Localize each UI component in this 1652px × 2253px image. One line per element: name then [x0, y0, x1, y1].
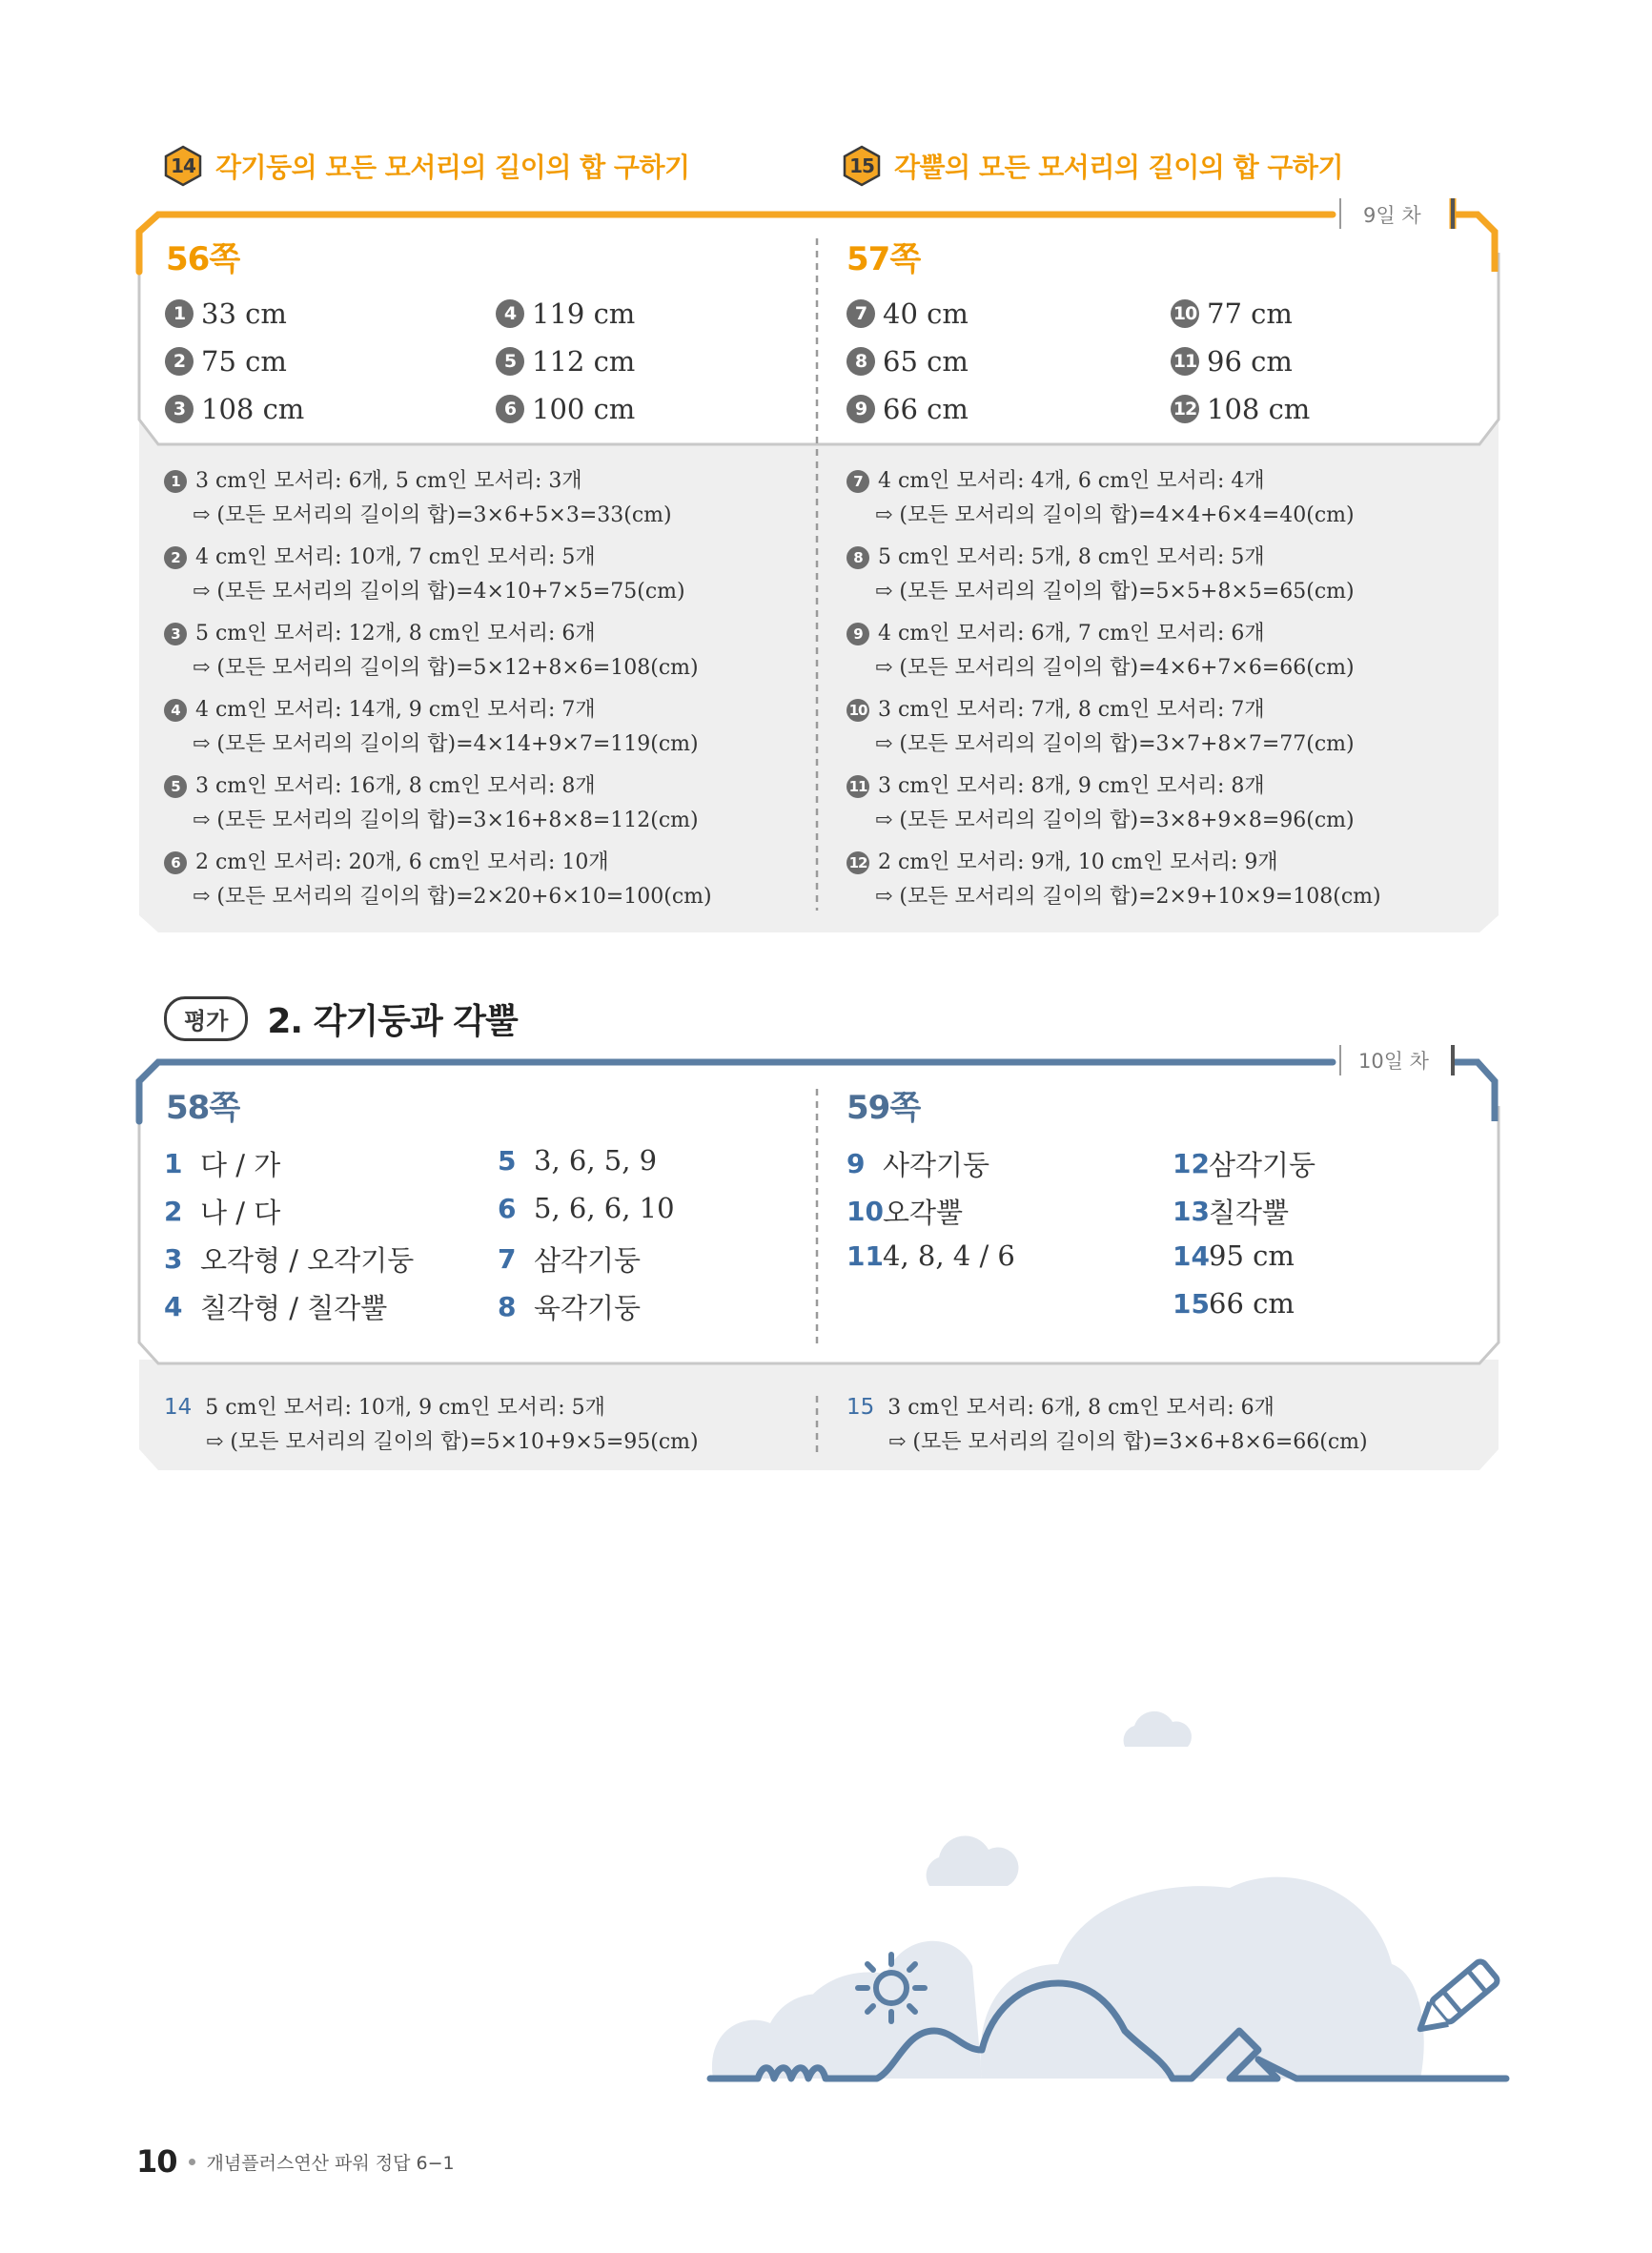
book-title: 개념플러스연산 파워 정답 6−1	[206, 2152, 455, 2174]
day-label: 10일 차	[1358, 1050, 1429, 1073]
evaluation-answer: 12 삼각기둥	[1173, 1148, 1316, 1181]
explanation-item: 11 3 cm인 모서리: 8개, 9 cm인 모서리: 8개 ⇨ (모든 모서리의 길이의 합)=3×8+9×8=96(cm)	[846, 769, 1355, 838]
answer-item: 11 96 cm	[1171, 345, 1293, 378]
landscape-illustration	[667, 1688, 1525, 2098]
cloud-icon	[927, 1835, 1019, 1886]
page-footer	[136, 2143, 455, 2180]
answer-item: 3 108 cm	[165, 393, 304, 425]
explanation-item: 5 3 cm인 모서리: 16개, 8 cm인 모서리: 8개 ⇨ (모든 모서리의 길이의 합)=3×16+8×8=112(cm)	[164, 769, 699, 838]
evaluation-answer: 1 다 / 가	[164, 1148, 281, 1181]
answer-item: 6 100 cm	[496, 393, 635, 425]
cloud-icon	[1124, 1711, 1192, 1747]
explanation-item: 8 5 cm인 모서리: 5개, 8 cm인 모서리: 5개 ⇨ (모든 모서리의 길이의 합)=5×5+8×5=65(cm)	[846, 541, 1355, 609]
evaluation-badge: 평가	[164, 996, 248, 1041]
explanation-item: 6 2 cm인 모서리: 20개, 6 cm인 모서리: 10개 ⇨ (모든 모서리의 길이의 합)=2×20+6×10=100(cm)	[164, 846, 712, 914]
answer-item: 10 77 cm	[1171, 297, 1293, 330]
evaluation-answer: 9 사각기둥	[846, 1148, 990, 1181]
page-label-59: 59쪽	[846, 1089, 921, 1127]
page-number: 10	[136, 2143, 177, 2180]
topic-title: 각뿔의 모든 모서리의 길이의 합 구하기	[894, 152, 1344, 183]
answer-item: 8 65 cm	[846, 345, 969, 378]
answer-item: 5 112 cm	[496, 345, 635, 378]
hexagon-number-icon: 14	[162, 145, 204, 187]
hexagon-number-icon: 15	[841, 145, 883, 187]
explanation-item: 3 5 cm인 모서리: 12개, 8 cm인 모서리: 6개 ⇨ (모든 모서리의 길이의 합)=5×12+8×6=108(cm)	[164, 617, 699, 686]
page-label-58: 58쪽	[166, 1089, 240, 1127]
pencil-icon	[1411, 1959, 1499, 2040]
page-label-56: 56쪽	[166, 240, 240, 278]
evaluation-answer: 3 오각형 / 오각기둥	[164, 1243, 415, 1277]
evaluation-answer: 2 나 / 다	[164, 1196, 281, 1229]
explanation-item: 1 3 cm인 모서리: 6개, 5 cm인 모서리: 3개 ⇨ (모든 모서리의 길이의 합)=3×6+5×3=33(cm)	[164, 464, 672, 533]
evaluation-answer: 6 5, 6, 6, 10	[498, 1192, 675, 1224]
day-label: 9일 차	[1363, 204, 1421, 227]
answer-item: 4 119 cm	[496, 297, 635, 330]
evaluation-answer: 11 4, 8, 4 / 6	[846, 1239, 1015, 1272]
evaluation-answer: 14 95 cm	[1173, 1239, 1295, 1272]
explanation-item: 10 3 cm인 모서리: 7개, 8 cm인 모서리: 7개 ⇨ (모든 모서리의 길이의 합)=3×7+8×7=77(cm)	[846, 693, 1355, 762]
evaluation-answer: 8 육각기둥	[498, 1291, 642, 1324]
evaluation-answer: 7 삼각기둥	[498, 1243, 642, 1277]
evaluation-answer: 4 칠각형 / 칠각뿔	[164, 1291, 388, 1324]
explanation-item: 14 5 cm인 모서리: 10개, 9 cm인 모서리: 5개 ⇨ (모든 모서리의 길이의 합)=5×10+9×5=95(cm)	[164, 1395, 699, 1454]
answer-item: 7 40 cm	[846, 297, 969, 330]
explanation-item: 12 2 cm인 모서리: 9개, 10 cm인 모서리: 9개 ⇨ (모든 모서리의 길이의 합)=2×9+10×9=108(cm)	[846, 846, 1381, 914]
answer-item: 1 33 cm	[165, 297, 287, 330]
explanation-item: 2 4 cm인 모서리: 10개, 7 cm인 모서리: 5개 ⇨ (모든 모서리의 길이의 합)=4×10+7×5=75(cm)	[164, 541, 685, 609]
evaluation-answer: 15 66 cm	[1173, 1287, 1295, 1320]
answer-item: 9 66 cm	[846, 393, 969, 425]
footer-dot	[189, 2159, 195, 2165]
answer-item: 12 108 cm	[1171, 393, 1310, 425]
evaluation-answer: 10 오각뿔	[846, 1196, 964, 1229]
answer-item: 2 75 cm	[165, 345, 287, 378]
explanation-item: 4 4 cm인 모서리: 14개, 9 cm인 모서리: 7개 ⇨ (모든 모서리의 길이의 합)=4×14+9×7=119(cm)	[164, 693, 699, 762]
evaluation-title: 2. 각기둥과 각뿔	[267, 1002, 518, 1041]
explanation-item: 15 3 cm인 모서리: 6개, 8 cm인 모서리: 6개 ⇨ (모든 모서리의 길이의 합)=3×6+8×6=66(cm)	[846, 1395, 1368, 1454]
explanation-item: 7 4 cm인 모서리: 4개, 6 cm인 모서리: 4개 ⇨ (모든 모서리의 길이의 합)=4×4+6×4=40(cm)	[846, 464, 1355, 533]
page-label-57: 57쪽	[846, 240, 921, 278]
topic-title: 각기둥의 모든 모서리의 길이의 합 구하기	[215, 152, 690, 183]
evaluation-answer: 5 3, 6, 5, 9	[498, 1144, 658, 1177]
explanation-item: 9 4 cm인 모서리: 6개, 7 cm인 모서리: 6개 ⇨ (모든 모서리의 길이의 합)=4×6+7×6=66(cm)	[846, 617, 1355, 686]
evaluation-answer: 13 칠각뿔	[1173, 1196, 1290, 1229]
